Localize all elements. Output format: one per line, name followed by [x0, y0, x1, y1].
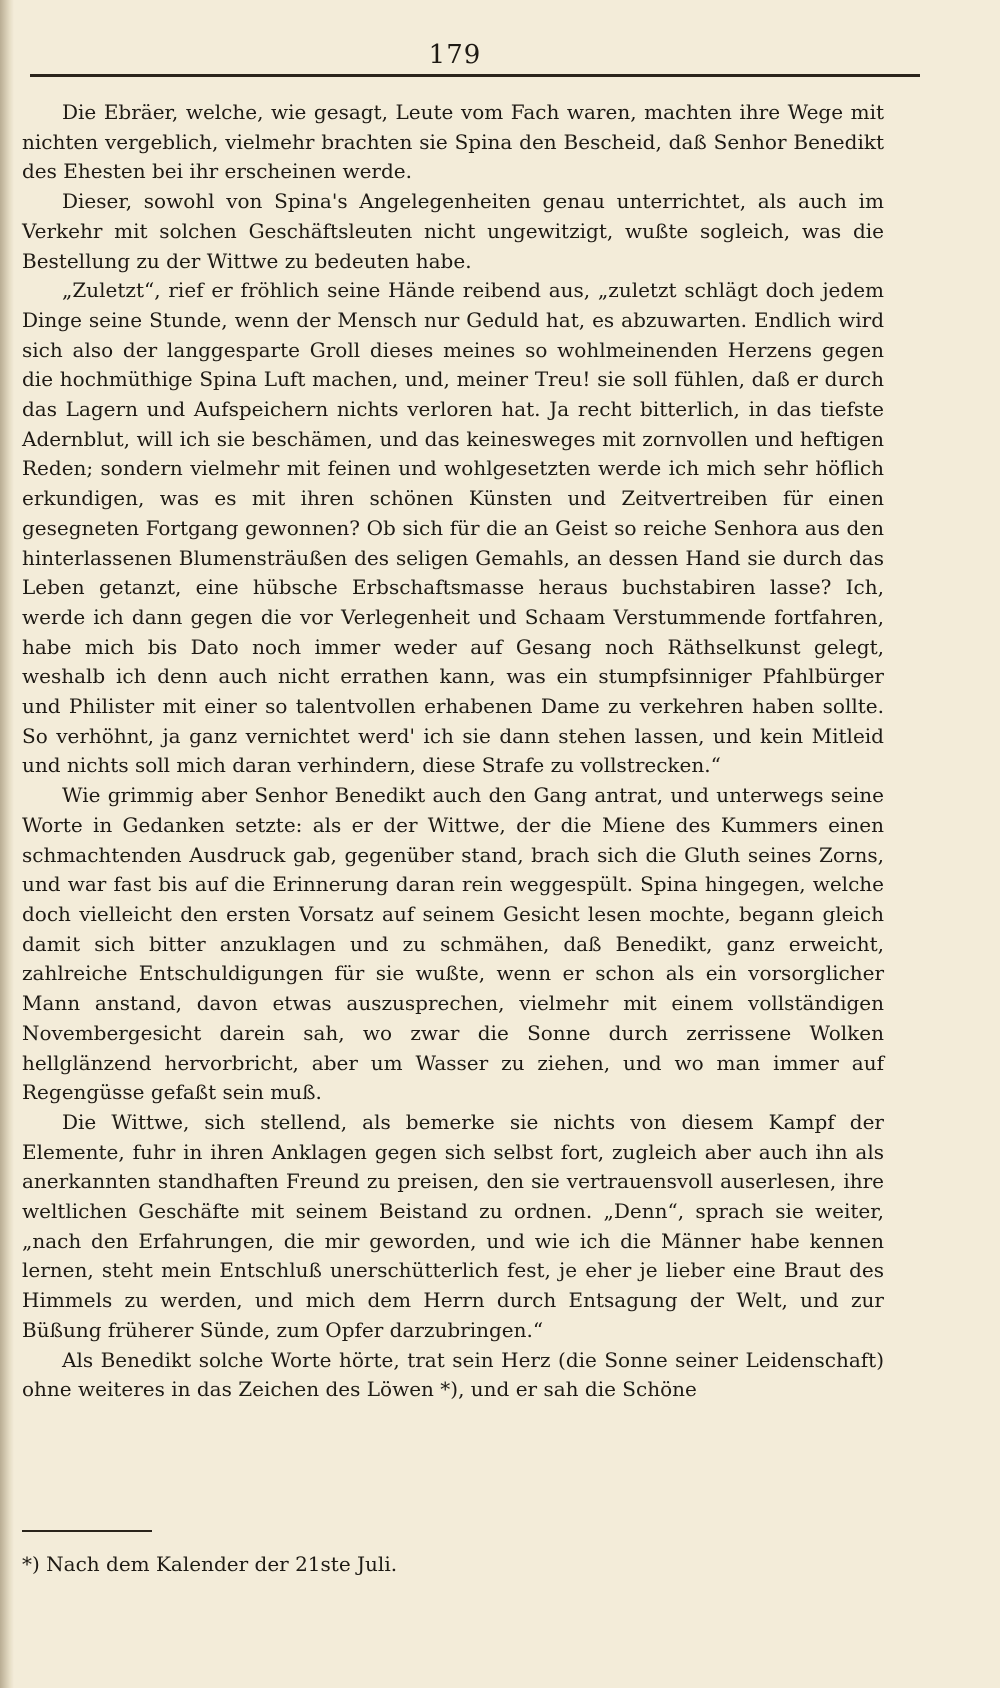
paragraph: Wie grimmig aber Senhor Benedikt auch den Gang antrat, und unterwegs seine Worte in Gedanken setzte: als er der Wittwe, der die Miene des Kummers einen schmachtenden Ausdruck gab, gegenüber stand, brach sich die Gluth seines Zorns, und war fast bis auf die Erinnerung daran rein weggespült. Spina hingegen, welche doch vielleicht den ersten Vorsatz auf seinem Gesicht lesen mochte, begann gleich damit sich bitter anzuklagen und zu schmähen, daß Benedikt, ganz erweicht, zahlreiche Entschuldigungen für sie wußte, wenn er schon als ein vorsorglicher Mann anstand, davon etwas auszusprechen, vielmehr mit einem vollständigen Novembergesicht darein sah, wo zwar die Sonne durch zerrissene Wolken hellglänzend hervorbricht, aber um Wasser zu ziehen, und wo man immer auf Regengüsse gefaßt sein muß.	[22, 783, 884, 1105]
body-text	[22, 98, 884, 1405]
paragraph: Als Benedikt solche Worte hörte, trat sein Herz (die Sonne seiner Leidenschaft) ohne weiteres in das Zeichen des Löwen *), und er sah die Schöne	[22, 1347, 884, 1402]
paragraph: Die Wittwe, sich stellend, als bemerke sie nichts von diesem Kampf der Elemente, fuhr in ihren Anklagen gegen sich selbst fort, zugleich aber auch ihn als anerkannten standhaften Freund zu preisen, den sie vertrauensvoll auserlesen, ihre weltlichen Geschäfte mit seinem Beistand zu ordnen. „Denn“, sprach sie weiter, „nach den Erfahrungen, die mir geworden, und wie ich die Männer habe kennen lernen, steht mein Entschluß unerschütterlich fest, je eher je lieber eine Braut des Himmels zu werden, und mich dem Herrn durch Entsagung der Welt, und zur Büßung früherer Sünde, zum Opfer darzubringen.“	[22, 1109, 884, 1342]
footnote: *) Nach dem Kalender der 21ste Juli.	[22, 1552, 398, 1576]
page-binding-shadow	[0, 0, 14, 1688]
header-rule	[30, 74, 920, 77]
paragraph: Dieser, sowohl von Spina's Angelegenheiten genau unterrichtet, als auch im Verkehr mit solchen Geschäftsleuten nicht ungewitzigt, wußte sogleich, was die Bestellung zu der Wittwe zu bedeuten habe.	[22, 189, 884, 273]
paragraph: Die Ebräer, welche, wie gesagt, Leute vom Fach waren, machten ihre Wege mit nichten vergeblich, vielmehr brachten sie Spina den Bescheid, daß Senhor Benedikt des Ehesten bei ihr erscheinen werde.	[22, 100, 884, 184]
page-number: 179	[428, 40, 482, 70]
paragraph: „Zuletzt“, rief er fröhlich seine Hände reibend aus, „zuletzt schlägt doch jedem Dinge seine Stunde, wenn der Mensch nur Geduld hat, es abzuwarten. Endlich wird sich also der langgesparte Groll dieses meines so wohlmeinenden Herzens gegen die hochmüthige Spina Luft machen, und, meiner Treu! sie soll fühlen, daß er durch das Lagern und Aufspeichern nichts verloren hat. Ja recht bitterlich, in das tiefste Adernblut, will ich sie beschämen, und das keinesweges mit zornvollen und heftigen Reden; sondern vielmehr mit feinen und wohlgesetzten werde ich mich sehr höflich erkundigen, was es mit ihren schönen Künsten und Zeitvertreiben für einen gesegneten Fortgang gewonnen? Ob sich für die an Geist so reiche Senhora aus den hinterlassenen Blumensträußen des seligen Gemahls, an dessen Hand sie durch das Leben getanzt, eine hübsche Erbschaftsmasse heraus buchstabiren lasse? Ich, werde ich dann gegen die vor Verlegenheit und Schaam Verstummende fortfahren, habe mich bis Dato noch immer weder auf Gesang noch Räthselkunst gelegt, weshalb ich denn auch nicht errathen kann, was ein stumpfsinniger Pfahlbürger und Philister mit einer so talentvollen erhabenen Dame zu verkehren haben sollte. So verhöhnt, ja ganz vernichtet werd' ich sie dann stehen lassen, und kein Mitleid und nichts soll mich daran verhindern, diese Strafe zu vollstrecken.“	[22, 278, 884, 778]
footnote-rule	[22, 1530, 152, 1532]
